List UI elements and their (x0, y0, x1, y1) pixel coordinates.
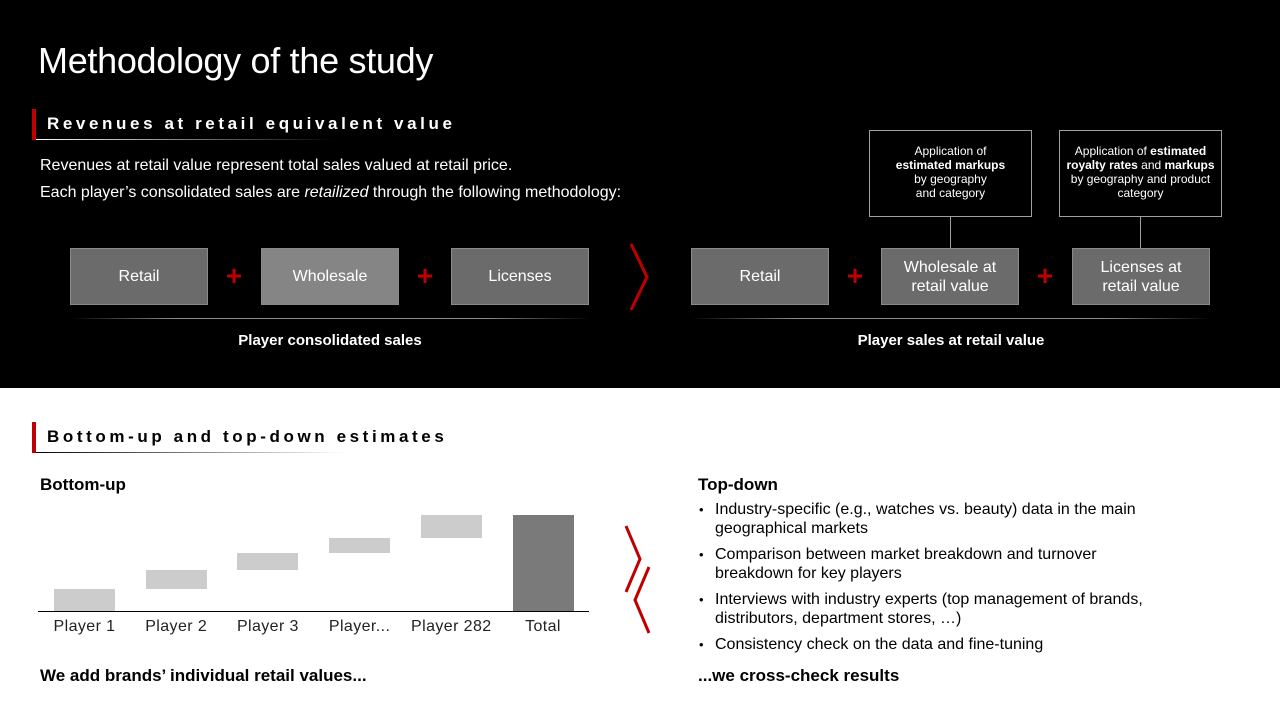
description-text: through the following methodology: (368, 184, 622, 201)
waterfall-step-bar (146, 570, 207, 590)
licenses-box: Licenses (451, 248, 589, 305)
x-axis (38, 611, 589, 612)
waterfall-step-bar (329, 538, 390, 553)
wholesale-retail-box: Wholesale at retail value (881, 248, 1019, 305)
plus-icon: + (225, 260, 243, 291)
description-emphasis: retailized (304, 184, 369, 201)
note-text: by geography and product category (1070, 172, 1211, 200)
markup-note (869, 130, 1032, 217)
formula-underline (691, 318, 1211, 319)
bottom-up-title: Bottom-up (40, 475, 126, 494)
waterfall-chart (38, 500, 590, 645)
note-text: Application of (1074, 144, 1151, 158)
x-tick-label: Player 3 (236, 618, 299, 635)
section-heading-estimates (32, 422, 447, 453)
note-text: and category (915, 186, 986, 200)
description-line-2 (40, 184, 621, 202)
retail-sales-label: Player sales at retail value (857, 332, 1045, 349)
chevron-right-icon (628, 242, 652, 312)
list-item: • Comparison between market breakdown and turnover breakdown for key players (698, 545, 1158, 583)
note-connector (950, 217, 951, 248)
waterfall-step-bar (237, 553, 298, 570)
formula-underline (70, 318, 590, 319)
cross-check-chevrons-icon (620, 522, 656, 636)
top-down-title: Top-down (698, 475, 778, 494)
x-tick-label: Player 2 (145, 618, 208, 635)
x-tick-label: Player 1 (53, 618, 116, 635)
description-line-1: Revenues at retail value represent total sales valued at retail price. (40, 157, 513, 174)
note-text: and (1137, 158, 1165, 172)
note-emphasis: markups (1164, 158, 1215, 172)
plus-icon: + (846, 260, 864, 291)
section-heading-text: Revenues at retail equivalent value (47, 114, 456, 133)
note-emphasis: estimated royalty rates (1066, 144, 1207, 172)
licenses-retail-box: Licenses at retail value (1072, 248, 1210, 305)
list-item: • Interviews with industry experts (top management of brands, distributors, department stores, …) (698, 590, 1158, 628)
list-item: • Industry-specific (e.g., watches vs. beauty) data in the main geographical markets (698, 500, 1158, 538)
section-heading-retail-value (32, 109, 456, 140)
section-heading-text: Bottom-up and top-down estimates (47, 427, 448, 446)
bottom-up-caption: We add brands’ individual retail values... (40, 666, 367, 685)
waterfall-step-bar (54, 589, 115, 611)
section-accent-bar (32, 109, 36, 140)
retail-box: Retail (691, 248, 829, 305)
plus-icon: + (416, 260, 434, 291)
x-tick-label: Total (525, 618, 561, 635)
x-tick-label: Player 282 (411, 618, 492, 635)
waterfall-step-bar (421, 515, 482, 539)
top-down-list (698, 500, 1158, 661)
retail-box: Retail (70, 248, 208, 305)
wholesale-box: Wholesale (261, 248, 399, 305)
description-text: Each player’s consolidated sales are (40, 184, 305, 201)
waterfall-total-bar (513, 515, 574, 611)
plus-icon: + (1036, 260, 1054, 291)
note-text: by geography (914, 172, 987, 186)
note-text: Application of (914, 144, 987, 158)
note-emphasis: estimated markups (895, 158, 1006, 172)
consolidated-sales-label: Player consolidated sales (238, 332, 422, 349)
section-accent-bar (32, 422, 36, 453)
royalty-note (1059, 130, 1222, 217)
top-down-caption: ...we cross-check results (698, 666, 900, 685)
list-item: • Consistency check on the data and fine-tuning (698, 635, 1158, 654)
section-heading-rule (36, 452, 346, 453)
note-connector (1140, 217, 1141, 248)
x-tick-label: Player... (328, 618, 391, 635)
page-title: Methodology of the study (38, 40, 434, 81)
section-heading-rule (36, 139, 336, 140)
